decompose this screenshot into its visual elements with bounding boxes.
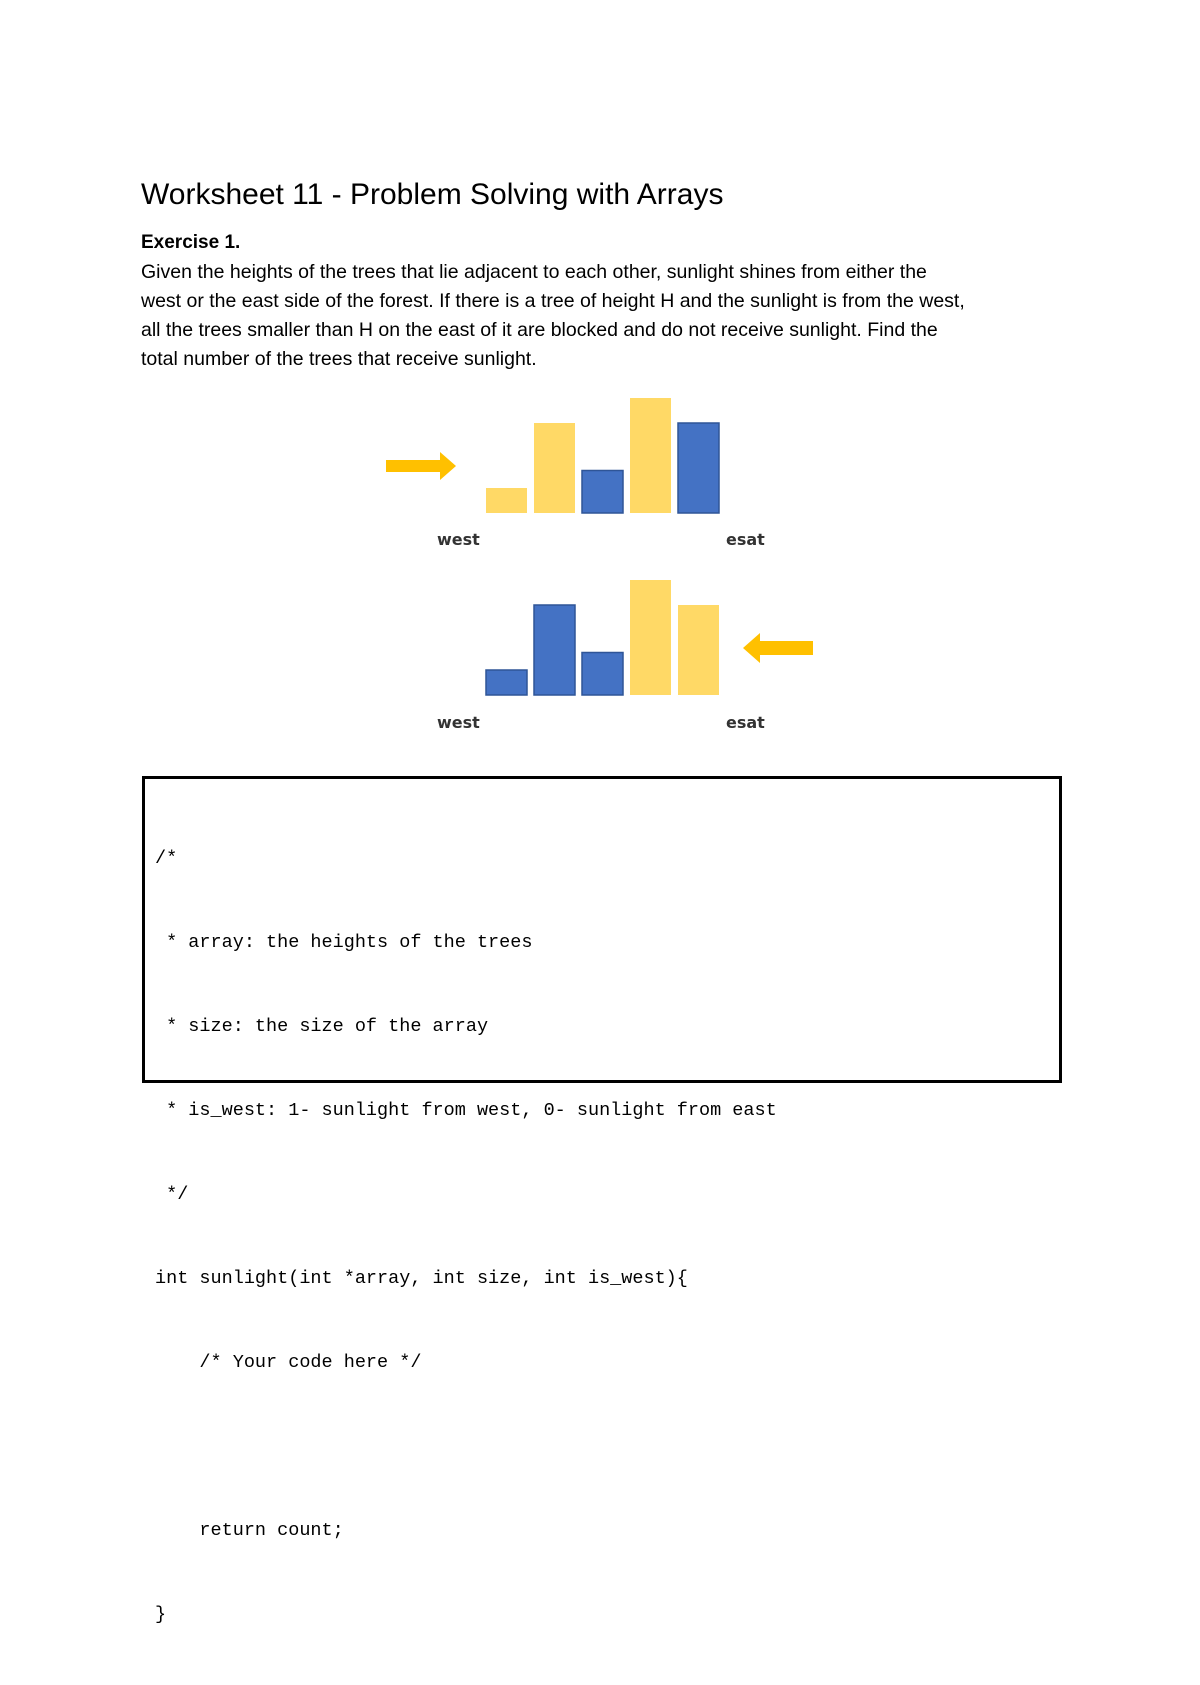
- east-label: esat: [726, 530, 765, 549]
- shaded-tree-bar: [582, 653, 623, 696]
- west-label: west: [437, 713, 480, 732]
- code-box: [142, 776, 1062, 1625]
- code-line: * array: the heights of the trees: [155, 932, 533, 953]
- description-line: west or the east side of the forest. If there is a tree of height H and the sunlight is from the west,: [141, 290, 965, 312]
- code-line: * is_west: 1- sunlight from west, 0- sunlight from east: [155, 1100, 777, 1121]
- shaded-tree-bar: [534, 605, 575, 695]
- shaded-tree-bar: [582, 471, 623, 514]
- description-line: total number of the trees that receive sunlight.: [141, 348, 537, 370]
- exercise-heading: Exercise 1.: [141, 232, 241, 253]
- sunlight-arrow-icon: [386, 452, 456, 480]
- lit-tree-bar: [534, 423, 575, 513]
- lit-tree-bar: [486, 488, 527, 513]
- code-line: */: [155, 1184, 189, 1205]
- code-line: /*: [155, 848, 178, 869]
- description-line: Given the heights of the trees that lie adjacent to each other, sunlight shines from either the: [141, 261, 927, 283]
- west-label: west: [437, 530, 480, 549]
- east-label: esat: [726, 713, 765, 732]
- code-block: [155, 789, 777, 1685]
- code-line: /* Your code here */: [155, 1352, 422, 1373]
- code-line: }: [155, 1604, 167, 1625]
- code-line: return count;: [155, 1520, 344, 1541]
- sunlight-diagram: [0, 0, 1200, 760]
- code-line: [155, 1433, 777, 1461]
- lit-tree-bar: [630, 580, 671, 695]
- shaded-tree-bar: [486, 670, 527, 695]
- sunlight-arrow-icon: [743, 633, 813, 663]
- page-title: Worksheet 11 - Problem Solving with Arrays: [141, 178, 724, 211]
- lit-tree-bar: [630, 398, 671, 513]
- code-line: int sunlight(int *array, int size, int is_west){: [155, 1268, 688, 1289]
- code-line: * size: the size of the array: [155, 1016, 489, 1037]
- description-line: all the trees smaller than H on the east of it are blocked and do not receive sunlight. Find the: [141, 319, 938, 341]
- shaded-tree-bar: [678, 423, 719, 513]
- lit-tree-bar: [678, 605, 719, 695]
